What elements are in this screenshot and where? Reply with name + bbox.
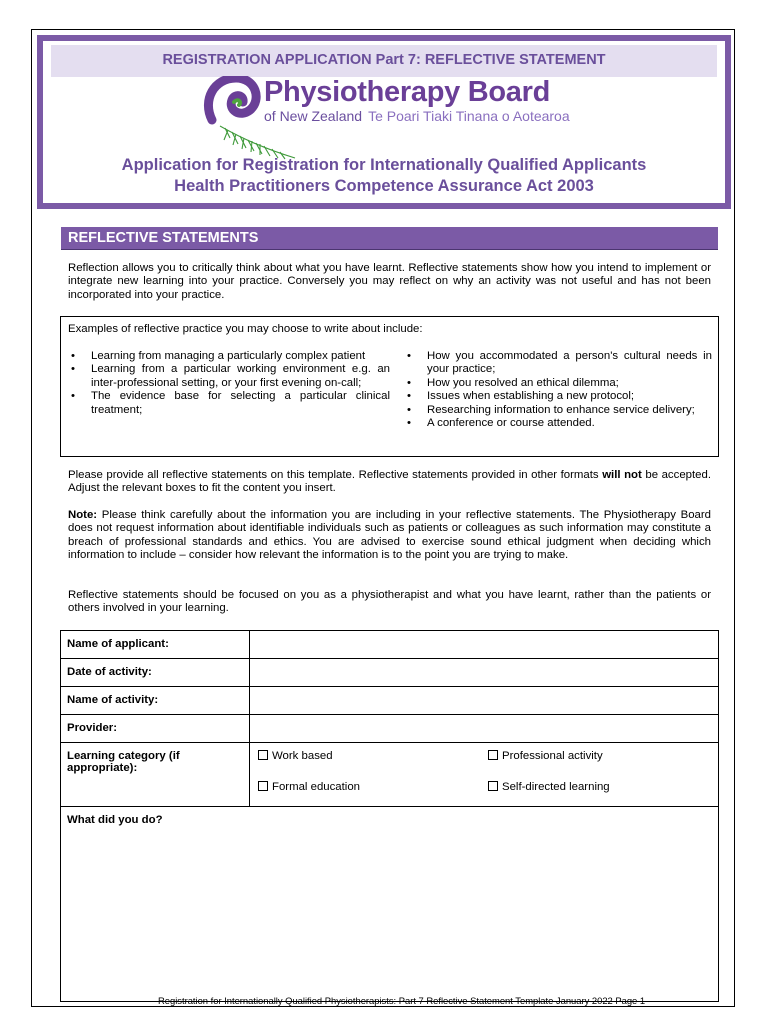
instruction-text-end: be accepted. Adjust the relevant boxes to fit the content you insert. bbox=[68, 469, 711, 495]
examples-list-left bbox=[68, 350, 390, 417]
note-label: Note: bbox=[68, 509, 98, 521]
activity-name-label: Name of activity: bbox=[61, 687, 250, 715]
list-item: • The evidence base for selecting a particular clinical treatment; bbox=[68, 390, 390, 417]
list-item: • How you accommodated a person's cultural needs in your practice; bbox=[404, 350, 712, 377]
list-item: • Learning from managing a particularly complex patient bbox=[68, 350, 390, 363]
applicant-name-label: Name of applicant: bbox=[61, 631, 250, 659]
page-footer: Registration for Internationally Qualified Physiotherapists: Part 7 Reflective Statement Template January 2022 Page 1 bbox=[158, 995, 646, 1006]
checkbox-icon bbox=[258, 750, 268, 760]
applicant-name-field[interactable] bbox=[250, 631, 719, 659]
what-did-you-do-field[interactable] bbox=[61, 807, 719, 1002]
work-based-checkbox[interactable] bbox=[258, 750, 333, 762]
what-did-you-do-label: What did you do? bbox=[67, 814, 163, 826]
act-title: Health Practitioners Competence Assurance Act 2003 bbox=[174, 177, 594, 195]
intro-paragraph: Reflection allows you to critically think about what you have learnt. Reflective statements show how you intend to implement or integrate new learning into your practice. Conversely you may reflect on why an activity was not useful and has not been incorporated into your practice. bbox=[68, 262, 711, 301]
examples-box bbox=[60, 316, 719, 457]
logo-subtitle-english: of New Zealand bbox=[264, 108, 363, 124]
checkbox-icon bbox=[488, 750, 498, 760]
list-item: • Learning from a particular working environment e.g. an inter-professional setting, or your first evening on-call; bbox=[68, 363, 390, 390]
checkbox-icon bbox=[258, 781, 268, 791]
examples-list-right bbox=[404, 350, 712, 430]
activity-date-field[interactable] bbox=[250, 659, 719, 687]
checkbox-icon bbox=[488, 781, 498, 791]
form-banner: REGISTRATION APPLICATION Part 7: REFLECTIVE STATEMENT bbox=[51, 45, 717, 77]
checkbox-label: Professional activity bbox=[502, 750, 603, 762]
template-instruction bbox=[68, 469, 711, 496]
provider-field[interactable] bbox=[250, 715, 719, 743]
self-directed-learning-checkbox[interactable] bbox=[488, 781, 610, 793]
learning-category-options bbox=[250, 743, 719, 807]
professional-activity-checkbox[interactable] bbox=[488, 750, 603, 762]
list-item: • A conference or course attended. bbox=[404, 417, 712, 430]
physiotherapy-board-logo bbox=[200, 76, 580, 160]
note-text: Please think carefully about the information you are including in your reflective statements. The Physiotherapy Board does not request information about identifiable individuals such as patients or colleagues as such information may constitute a breach of professional standards and ethics. You are advised to exercise sound ethical judgment when deciding which information to include – consider how relevant the information is to the point you are trying to make. bbox=[68, 509, 711, 562]
focus-paragraph: Reflective statements should be focused on you as a physiotherapist and what you have learnt, rather than the patients or others involved in your learning. bbox=[68, 589, 711, 615]
logo-subtitle-maori: Te Poari Tiaki Tinana o Aotearoa bbox=[368, 108, 570, 124]
provider-label: Provider: bbox=[61, 715, 250, 743]
checkbox-label: Self-directed learning bbox=[502, 781, 610, 793]
section-heading: REFLECTIVE STATEMENTS bbox=[61, 227, 718, 250]
examples-intro: Examples of reflective practice you may choose to write about include: bbox=[68, 323, 423, 335]
checkbox-label: Work based bbox=[272, 750, 333, 762]
will-not-emphasis: will not bbox=[602, 469, 642, 481]
instruction-text-start: Please provide all reflective statements on this template. Reflective statements provided in other formats bbox=[68, 469, 603, 481]
logo-title: Physiotherapy Board bbox=[264, 76, 550, 108]
list-item: • Issues when establishing a new protocol; bbox=[404, 390, 712, 403]
activity-date-label: Date of activity: bbox=[61, 659, 250, 687]
checkbox-label: Formal education bbox=[272, 781, 361, 793]
list-item: • How you resolved an ethical dilemma; bbox=[404, 377, 712, 390]
application-title: Application for Registration for Internationally Qualified Applicants bbox=[121, 156, 647, 174]
logo-subtitle bbox=[264, 108, 570, 124]
note-paragraph bbox=[68, 509, 711, 563]
learning-category-label: Learning category (if appropriate): bbox=[61, 743, 250, 807]
reflective-statement-form bbox=[60, 630, 719, 1002]
list-item: • Researching information to enhance service delivery; bbox=[404, 404, 712, 417]
activity-name-field[interactable] bbox=[250, 687, 719, 715]
formal-education-checkbox[interactable] bbox=[258, 781, 360, 793]
